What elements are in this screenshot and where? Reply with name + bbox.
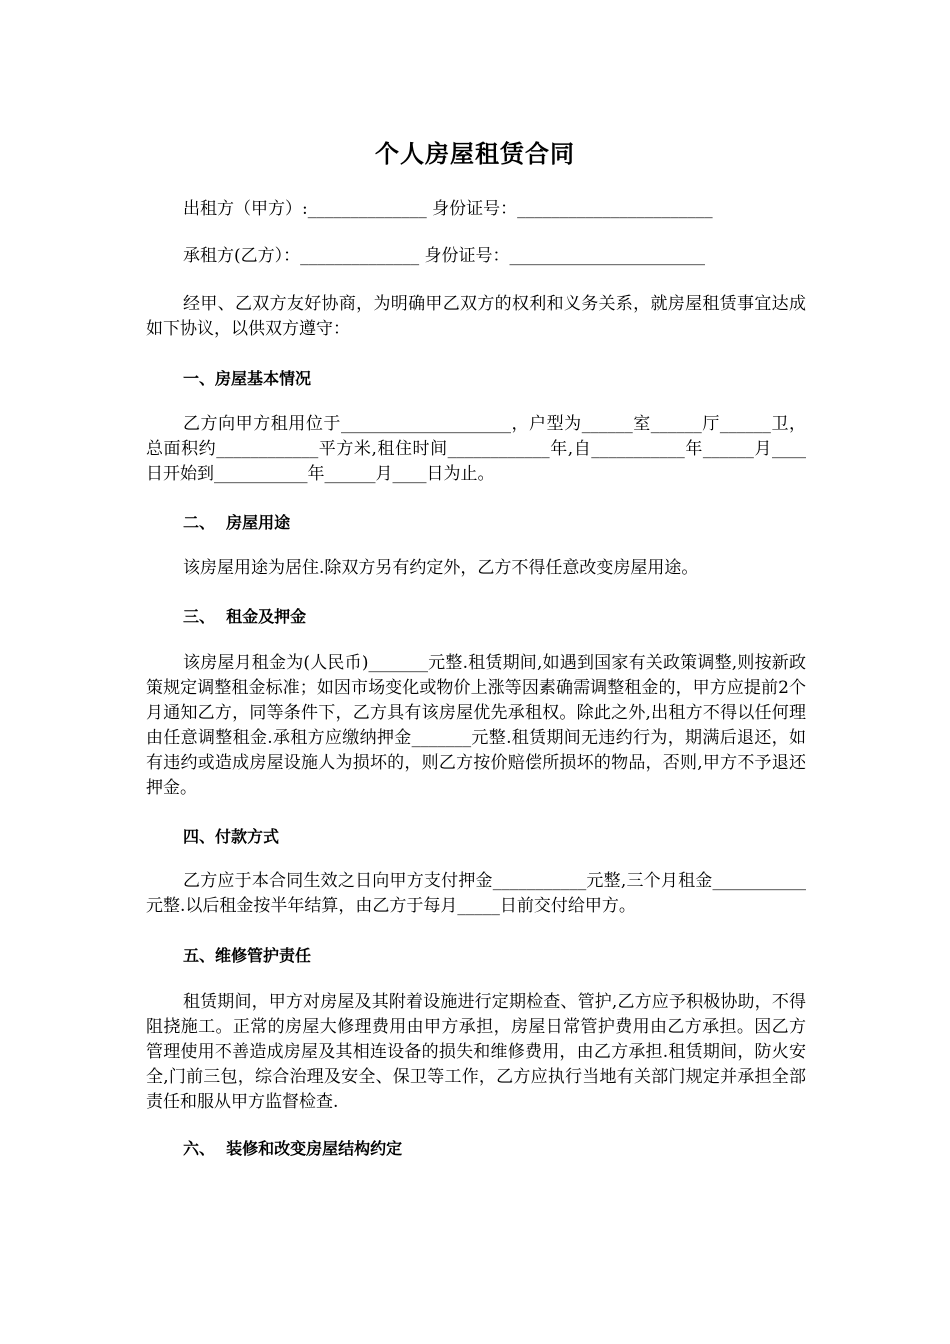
lessor-line: 出租方（甲方）:______________ 身份证号：_______________________ <box>183 199 713 219</box>
section-3-body: 该房屋月租金为(人民币)_______元整.租赁期间,如遇到国家有关政策调整,则按新政策规定调整租金标准；如因市场变化或物价上涨等因素确需调整租金的，甲方应提前2个月通知乙方，同等条件下，乙方具有该房屋优先承租权。除此之外,出租方不得以任何理由任意调整租金.承租方应缴纳押金_______元整.租赁期间无违约行为，期满后退还，如有违约或造成房屋设施人为损坏的，则乙方按价赔偿所损坏的物品，否则,甲方不予退还押金。 <box>146 653 806 798</box>
section-3-heading: 三、 租金及押金 <box>183 607 307 626</box>
section-1-body: 乙方向甲方租用位于____________________，户型为______室______厅______卫，总面积约____________平方米,租住时间____________年,自___________年______月____日开始到___________年______月____日为止。 <box>146 414 806 484</box>
document-title: 个人房屋租赁合同 <box>375 140 575 168</box>
section-5-body: 租赁期间，甲方对房屋及其附着设施进行定期检查、管护,乙方应予积极协助，不得阻挠施工。正常的房屋大修理费用由甲方承担，房屋日常管护费用由乙方承担。因乙方管理使用不善造成房屋及其相连设备的损失和维修费用，由乙方承担.租赁期间，防火安全,门前三包，综合治理及安全、保卫等工作，乙方应执行当地有关部门规定并承担全部责任和服从甲方监督检查. <box>146 992 806 1112</box>
section-4-heading: 四、付款方式 <box>183 827 280 846</box>
intro-paragraph: 经甲、乙双方友好协商，为明确甲乙双方的权利和义务关系，就房屋租赁事宜达成如下协议，以供双方遵守： <box>146 294 806 339</box>
section-2-heading: 二、 房屋用途 <box>183 513 291 532</box>
section-5-heading: 五、维修管护责任 <box>183 946 312 965</box>
section-1-heading: 一、房屋基本情况 <box>183 369 312 388</box>
section-6-heading: 六、 装修和改变房屋结构约定 <box>183 1139 403 1158</box>
section-2-body: 该房屋用途为居住.除双方另有约定外，乙方不得任意改变房屋用途。 <box>183 558 699 578</box>
lessee-line: 承租方(乙方）：______________ 身份证号：_______________________ <box>183 246 706 266</box>
section-4-body: 乙方应于本合同生效之日向甲方支付押金___________元整,三个月租金___________元整.以后租金按半年结算，由乙方于每月_____日前交付给甲方。 <box>146 871 806 916</box>
